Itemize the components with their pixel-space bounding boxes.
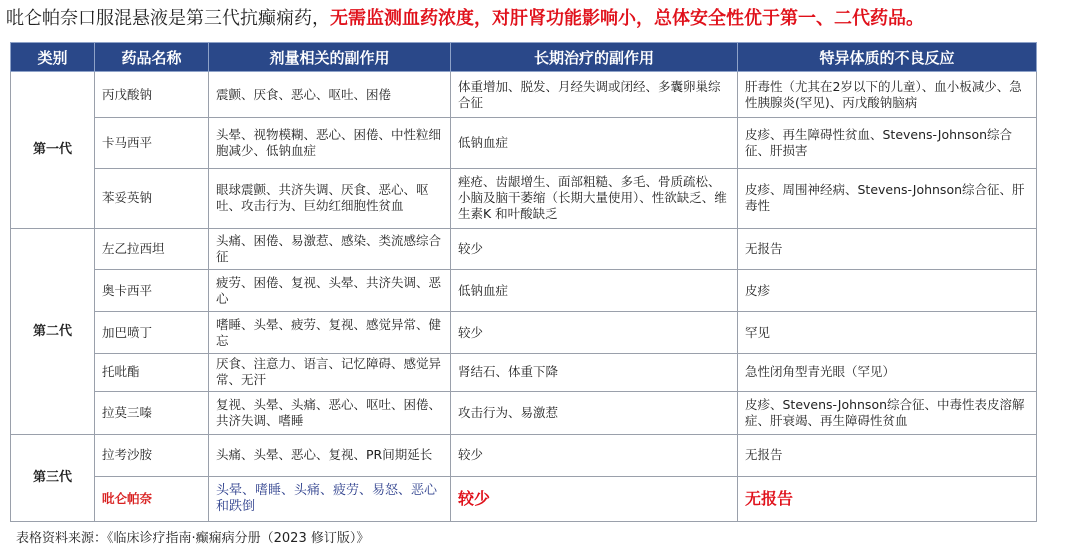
- table-row: [11, 72, 1037, 118]
- header-drug-name: 药品名称: [95, 43, 209, 72]
- idiosyncratic-cell: 无报告: [738, 228, 1037, 269]
- drug-name-cell: 奥卡西平: [95, 270, 209, 312]
- longterm-effects-cell: 低钠血症: [451, 270, 738, 312]
- table-row: [11, 270, 1037, 312]
- idiosyncratic-cell: 皮疹、Stevens-Johnson综合征、中毒性表皮溶解症、肝衰竭、再生障碍性贫血: [738, 391, 1037, 434]
- longterm-effects-cell: 体重增加、脱发、月经失调或闭经、多囊卵巢综合征: [451, 72, 738, 118]
- dose-effects-cell: 头晕、视物模糊、恶心、困倦、中性粒细胞减少、低钠血症: [209, 118, 451, 169]
- generation-cell: 第三代: [11, 435, 95, 522]
- dose-effects-cell: 疲劳、困倦、复视、头晕、共济失调、恶心: [209, 270, 451, 312]
- drug-name-cell: 卡马西平: [95, 118, 209, 169]
- dose-effects-cell: 复视、头晕、头痛、恶心、呕吐、困倦、共济失调、嗜睡: [209, 391, 451, 434]
- drug-name-cell: 拉考沙胺: [95, 435, 209, 476]
- table-row: [11, 435, 1037, 476]
- generation-cell: 第二代: [11, 228, 95, 434]
- headline-highlight: 无需监测血药浓度，对肝肾功能影响小，总体安全性优于第一、二代药品。: [330, 8, 924, 29]
- headline-lead: 吡仑帕奈口服混悬液是第三代抗癫痫药，: [6, 8, 330, 29]
- longterm-effects-cell: 低钠血症: [451, 118, 738, 169]
- table-row: [11, 228, 1037, 269]
- idiosyncratic-cell: 肝毒性（尤其在2岁以下的儿童）、血小板减少、急性胰腺炎(罕见)、丙戊酸钠脑病: [738, 72, 1037, 118]
- dose-effects-cell: 头痛、头晕、恶心、复视、PR间期延长: [209, 435, 451, 476]
- dose-effects-cell: 头晕、嗜睡、头痛、疲劳、易怒、恶心和跌倒: [209, 476, 451, 521]
- header-dose-effects: 剂量相关的副作用: [209, 43, 451, 72]
- longterm-effects-cell: 攻击行为、易激惹: [451, 391, 738, 434]
- drug-name-cell: 加巴喷丁: [95, 312, 209, 353]
- table-row: [11, 169, 1037, 229]
- table-row-highlighted: [11, 476, 1037, 521]
- idiosyncratic-cell: 急性闭角型青光眼（罕见）: [738, 353, 1037, 391]
- longterm-effects-cell: 较少: [451, 476, 738, 521]
- idiosyncratic-cell: 皮疹: [738, 270, 1037, 312]
- longterm-effects-cell: 肾结石、体重下降: [451, 353, 738, 391]
- idiosyncratic-cell: 罕见: [738, 312, 1037, 353]
- drug-name-cell: 拉莫三嗪: [95, 391, 209, 434]
- dose-effects-cell: 嗜睡、头晕、疲劳、复视、感觉异常、健忘: [209, 312, 451, 353]
- drug-name-cell: 苯妥英钠: [95, 169, 209, 229]
- table-row: [11, 118, 1037, 169]
- table-row: [11, 391, 1037, 434]
- longterm-effects-cell: 较少: [451, 312, 738, 353]
- drug-name-cell: 吡仑帕奈: [95, 476, 209, 521]
- header-longterm-effects: 长期治疗的副作用: [451, 43, 738, 72]
- drug-name-cell: 丙戊酸钠: [95, 72, 209, 118]
- idiosyncratic-cell: 皮疹、周围神经病、Stevens-Johnson综合征、肝毒性: [738, 169, 1037, 229]
- table-row: [11, 312, 1037, 353]
- drug-comparison-table: [10, 42, 1037, 522]
- idiosyncratic-cell: 无报告: [738, 435, 1037, 476]
- header-category: 类别: [11, 43, 95, 72]
- headline: [6, 4, 1078, 34]
- longterm-effects-cell: 较少: [451, 228, 738, 269]
- drug-name-cell: 托吡酯: [95, 353, 209, 391]
- table-row: [11, 353, 1037, 391]
- dose-effects-cell: 震颤、厌食、恶心、呕吐、困倦: [209, 72, 451, 118]
- dose-effects-cell: 头痛、困倦、易激惹、感染、类流感综合征: [209, 228, 451, 269]
- longterm-effects-cell: 较少: [451, 435, 738, 476]
- longterm-effects-cell: 痤疮、齿龈增生、面部粗糙、多毛、骨质疏松、小脑及脑干萎缩（长期大量使用）、性欲缺乏、维生素K 和叶酸缺乏: [451, 169, 738, 229]
- header-idiosyncratic-reactions: 特异体质的不良反应: [738, 43, 1037, 72]
- dose-effects-cell: 厌食、注意力、语言、记忆障碍、感觉异常、无汗: [209, 353, 451, 391]
- idiosyncratic-cell: 皮疹、再生障碍性贫血、Stevens-Johnson综合征、肝损害: [738, 118, 1037, 169]
- source-note: 表格资料来源：《临床诊疗指南·癫痫病分册（2023 修订版）》: [16, 531, 370, 546]
- generation-cell: 第一代: [11, 72, 95, 229]
- table-header-row: [11, 43, 1037, 72]
- drug-name-cell: 左乙拉西坦: [95, 228, 209, 269]
- dose-effects-cell: 眼球震颤、共济失调、厌食、恶心、呕吐、攻击行为、巨幼红细胞性贫血: [209, 169, 451, 229]
- idiosyncratic-cell: 无报告: [738, 476, 1037, 521]
